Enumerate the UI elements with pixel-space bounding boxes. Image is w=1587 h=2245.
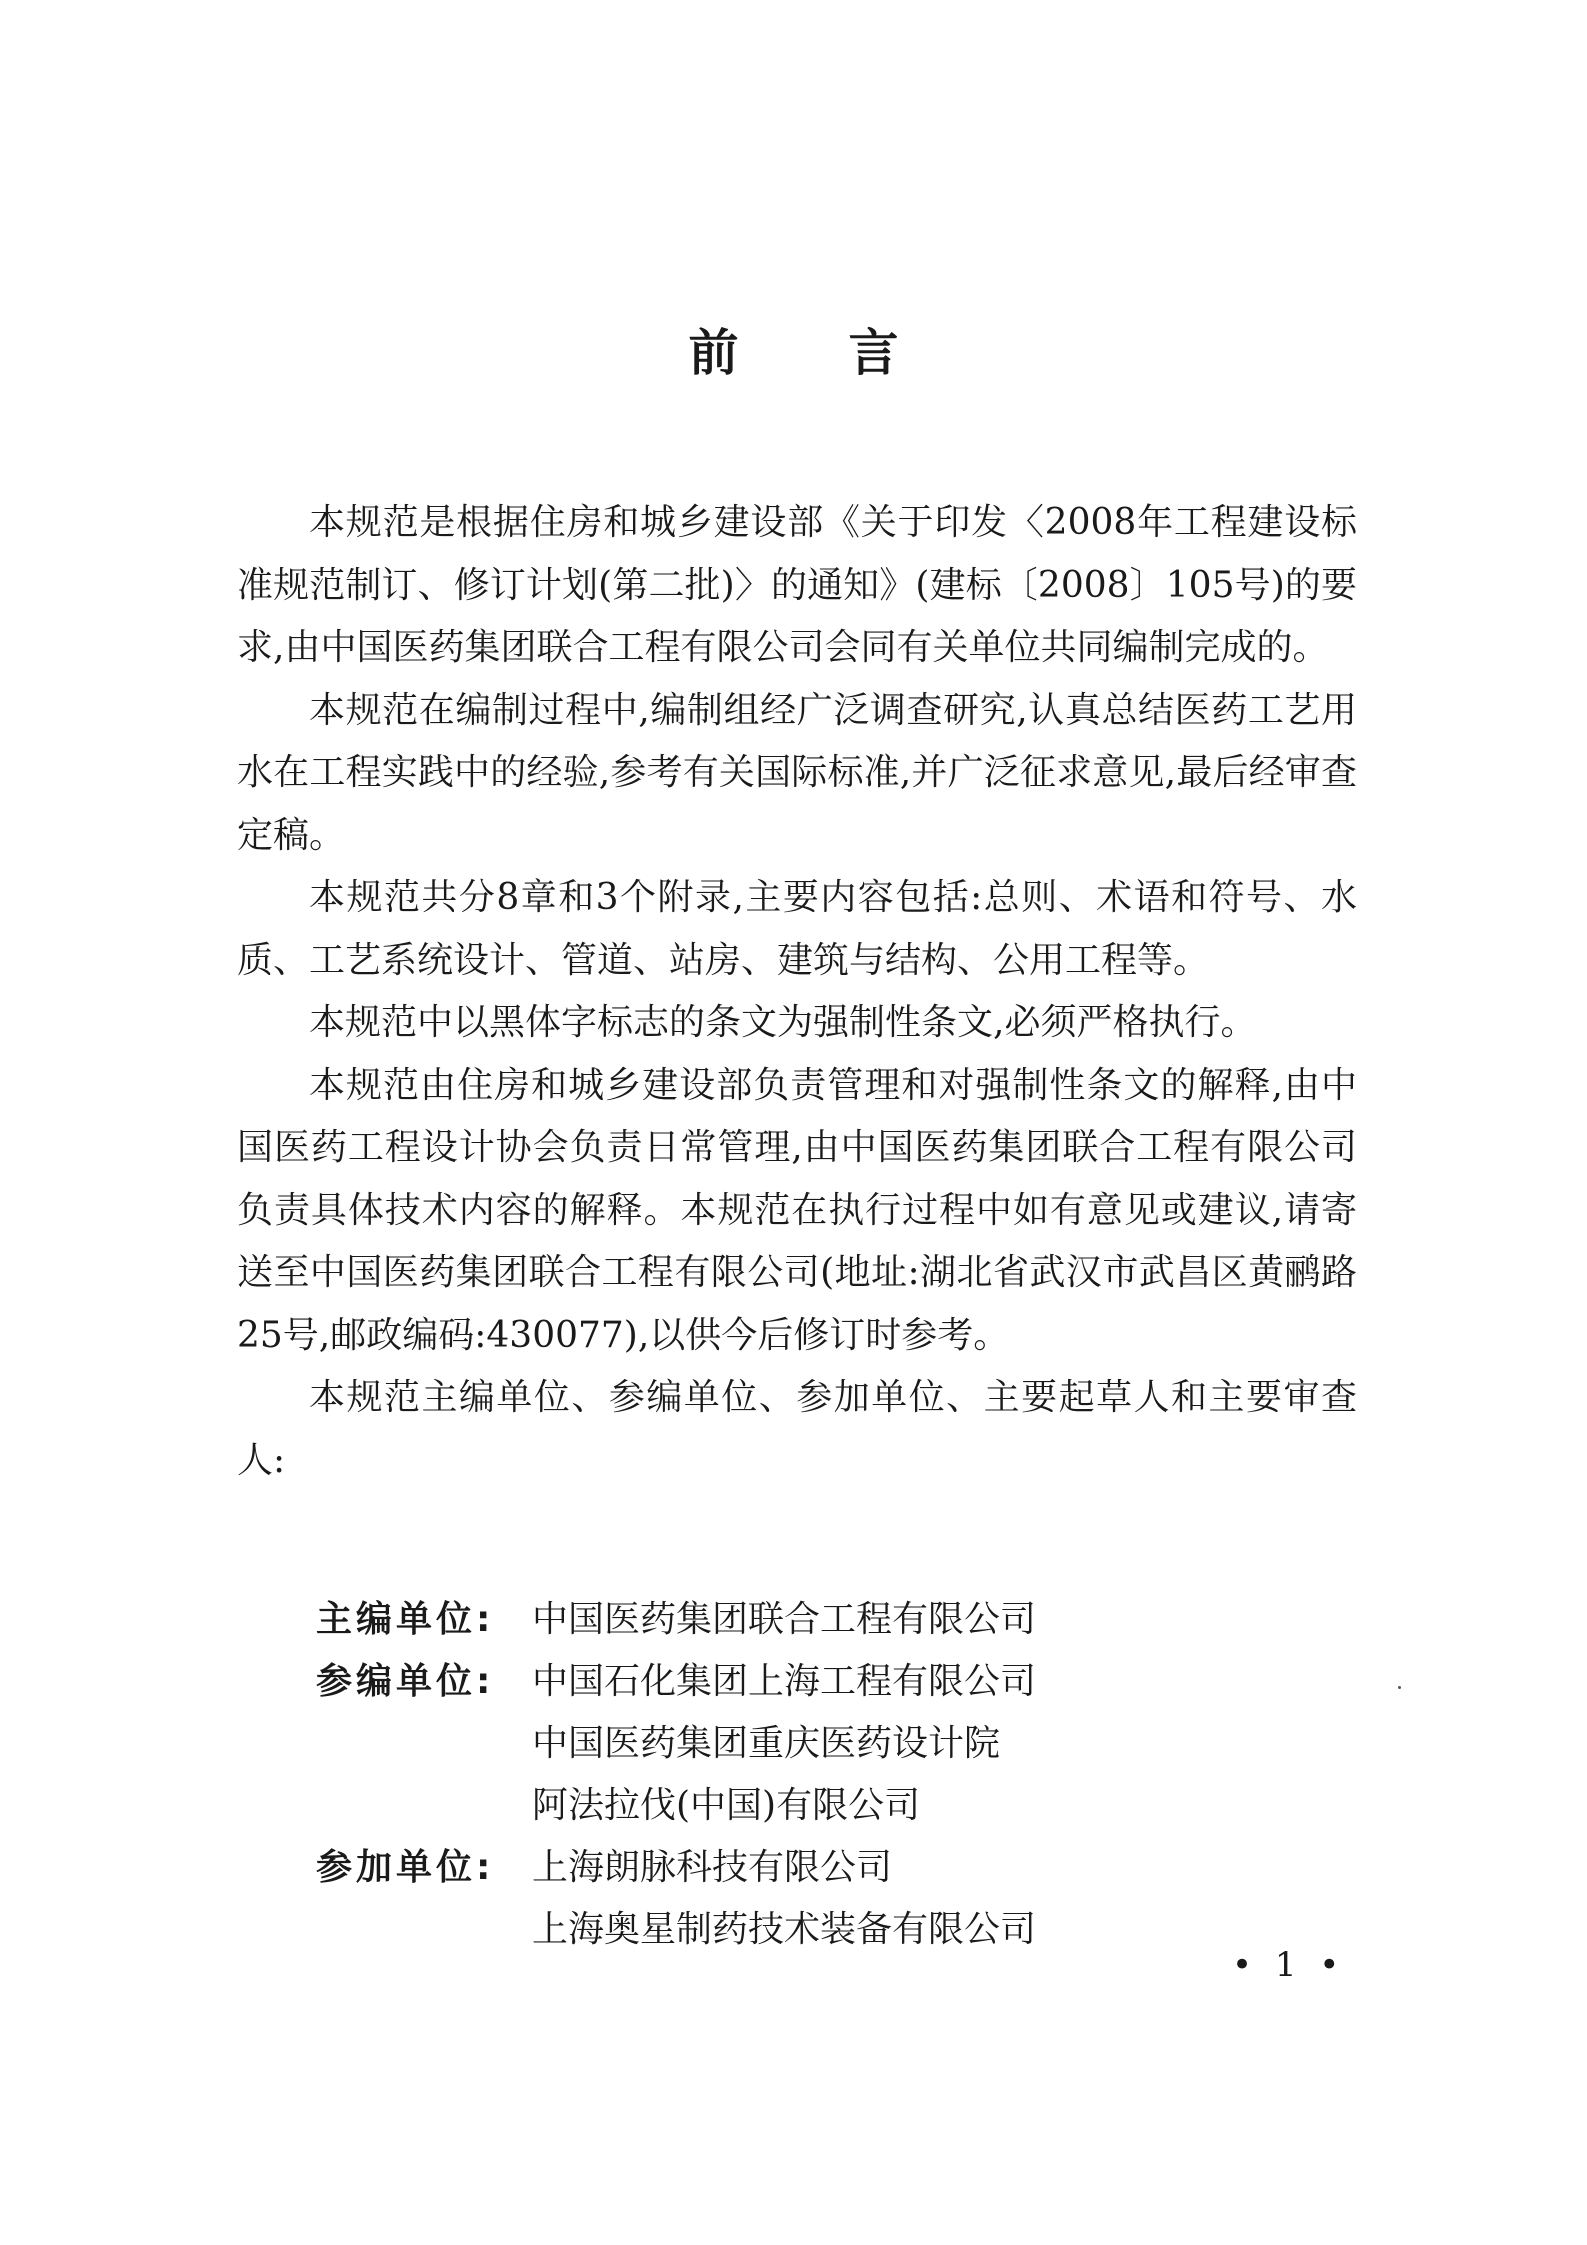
chief-unit-row — [316, 1589, 1036, 1651]
participating-unit-label: 参编单位: — [316, 1661, 495, 1702]
unit-item: 中国石化集团上海工程有限公司 — [532, 1661, 1037, 1702]
scan-speck — [1398, 1686, 1401, 1689]
paragraph-process: 本规范在编制过程中,编制组经广泛调查研究,认真总结医药工艺用水在工程实践中的经验,参考有关国际标准,并广泛征求意见,最后经审查定稿。 — [237, 689, 1357, 856]
paragraph-basis: 本规范是根据住房和城乡建设部《关于印发〈2008年工程建设标准规范制订、修订计划(第二批)〉的通知》(建标〔2008〕105号)的要求,由中国医药集团联合工程有限公司会同有关单位共同编制完成的。 — [237, 502, 1357, 668]
unit-item: 阿法拉伐(中国)有限公司 — [532, 1785, 921, 1826]
page-title: 前言 — [688, 324, 1009, 382]
page-number: • 1 • — [1232, 1945, 1346, 1985]
paragraph-management: 本规范由住房和城乡建设部负责管理和对强制性条文的解释,由中国医药工程设计协会负责日常管理,由中国医药集团联合工程有限公司负责具体技术内容的解释。本规范在执行过程中如有意见或建议,请寄送至中国医药集团联合工程有限公司(地址:湖北省武汉市武昌区黄鹂路25号,邮政编码:430077),以供今后修订时参考。 — [237, 1064, 1357, 1356]
chief-unit-items — [532, 1589, 1036, 1651]
unit-item: 上海朗脉科技有限公司 — [532, 1847, 893, 1888]
unit-item: 中国医药集团联合工程有限公司 — [532, 1599, 1037, 1640]
participating-unit-row — [316, 1651, 1036, 1837]
joined-unit-row — [316, 1837, 1036, 1961]
paragraph-contents: 本规范共分8章和3个附录,主要内容包括:总则、术语和符号、水质、工艺系统设计、管道、站房、建筑与结构、公用工程等。 — [237, 877, 1357, 981]
unit-item: 上海奥星制药技术装备有限公司 — [532, 1909, 1037, 1950]
unit-item: 中国医药集团重庆医药设计院 — [532, 1723, 1001, 1764]
chief-unit-label: 主编单位: — [316, 1599, 495, 1640]
paragraph-mandatory: 本规范中以黑体字标志的条文为强制性条文,必须严格执行。 — [309, 1002, 1257, 1043]
joined-unit-items — [532, 1837, 1036, 1961]
units-list — [316, 1589, 1036, 1961]
participating-unit-items — [532, 1651, 1036, 1837]
paragraph-units-intro: 本规范主编单位、参编单位、参加单位、主要起草人和主要审查人: — [237, 1377, 1357, 1481]
joined-unit-label: 参加单位: — [316, 1847, 495, 1888]
preface-body — [237, 492, 1357, 1492]
